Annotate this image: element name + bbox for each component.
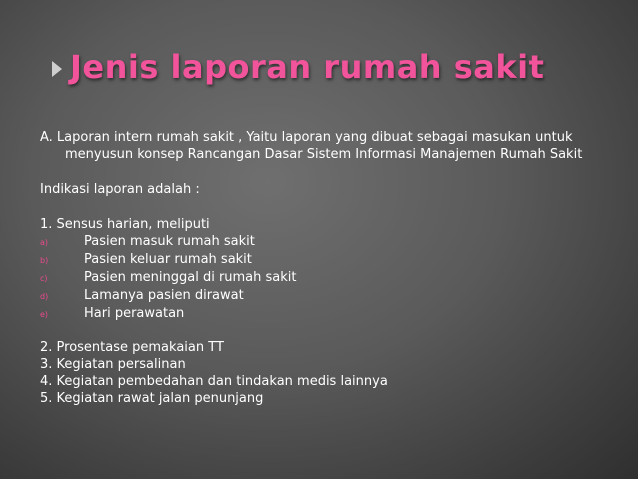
spacer	[40, 163, 608, 181]
bullet-arrow-icon	[52, 61, 62, 77]
spacer	[40, 323, 608, 339]
list-marker: c)	[40, 274, 48, 283]
list-item-text: Pasien masuk rumah sakit	[84, 234, 255, 249]
list-item	[40, 287, 608, 305]
title-area	[0, 42, 638, 102]
numbered-item: 5. Kegiatan rawat jalan penunjang	[40, 391, 264, 406]
list-item-text: Lamanya pasien dirawat	[84, 288, 244, 303]
list-marker: b)	[40, 256, 49, 265]
slide-title: Jenis laporan rumah sakit	[70, 48, 545, 86]
list-item-text: Pasien meninggal di rumah sakit	[84, 270, 297, 285]
slide-body	[40, 129, 608, 407]
paragraph-a: A. Laporan intern rumah sakit , Yaitu laporan yang dibuat sebagai masukan untuk menyusun konsep Rancangan Dasar Sistem Informasi Manajemen Rumah Sakit	[40, 130, 583, 162]
list-item	[40, 269, 608, 287]
numbered-item: 3. Kegiatan persalinan	[40, 357, 186, 372]
numbered-item: 4. Kegiatan pembedahan dan tindakan medis lainnya	[40, 374, 388, 389]
list-marker: d)	[40, 292, 49, 301]
indikasi-label: Indikasi laporan adalah :	[40, 182, 200, 197]
list-marker: e)	[40, 310, 49, 319]
list-item	[40, 251, 608, 269]
list-item	[40, 233, 608, 251]
list-marker: a)	[40, 238, 49, 247]
spacer	[40, 198, 608, 216]
numbered-item: 2. Prosentase pemakaian TT	[40, 340, 224, 355]
sensus-heading: 1. Sensus harian, meliputi	[40, 217, 210, 232]
list-item-text: Hari perawatan	[84, 306, 185, 321]
list-item-text: Pasien keluar rumah sakit	[84, 252, 252, 267]
list-item	[40, 305, 608, 323]
